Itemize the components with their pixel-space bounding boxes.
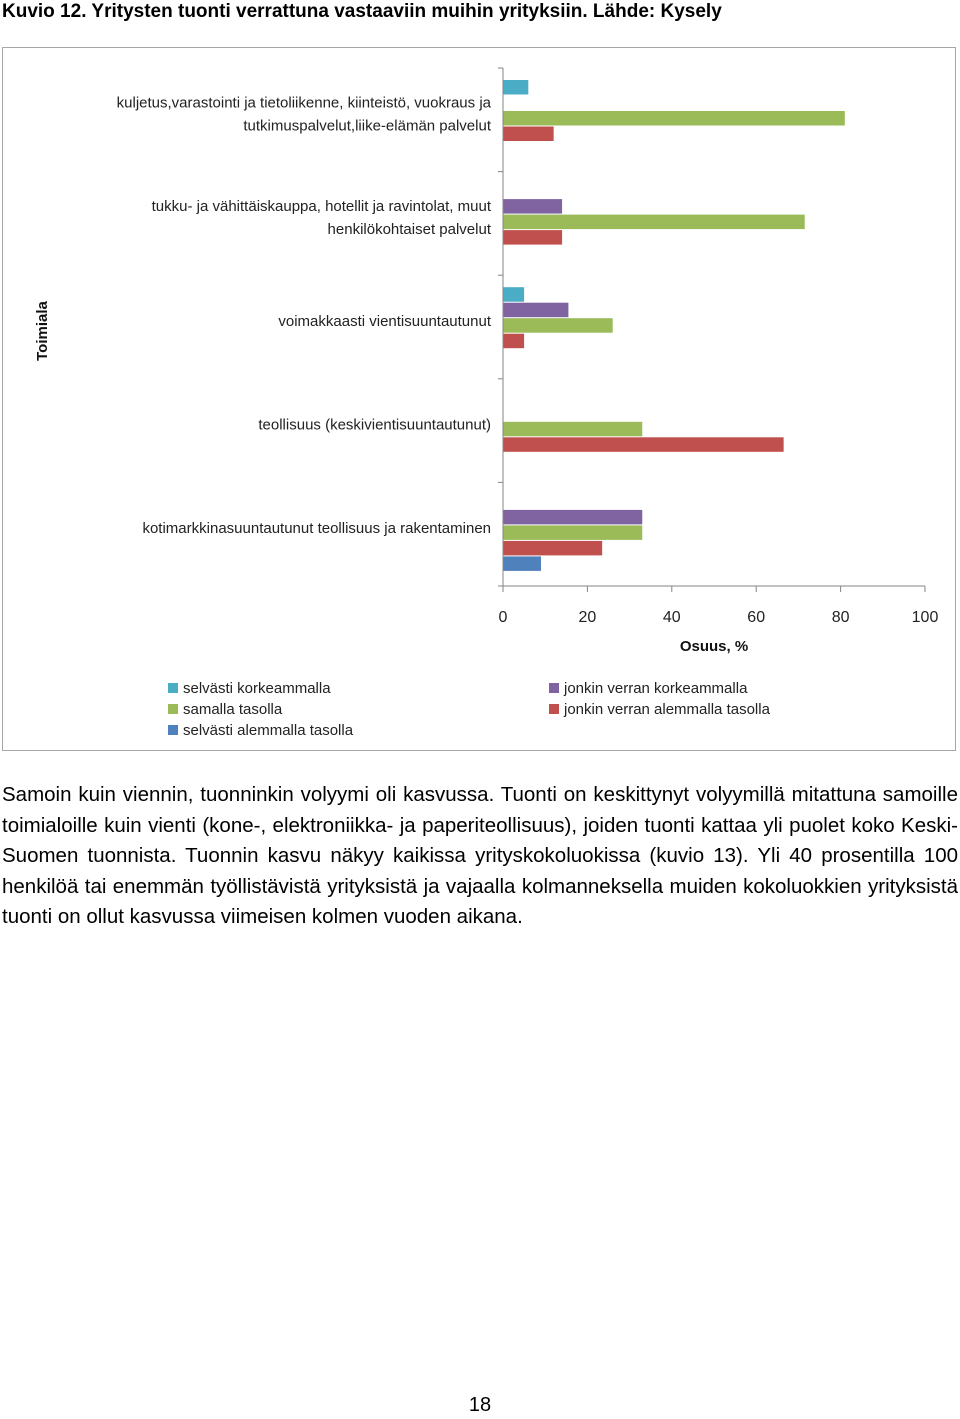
legend-swatch-selv-sti-alemmalla-tasolla [168,725,178,735]
bar-jonkin-verran-alemmalla-tasolla-0 [503,127,554,142]
legend-label-jonkin-verran-alemmalla-tasolla: jonkin verran alemmalla tasolla [564,701,770,718]
bar-samalla-tasolla-3 [503,422,642,437]
bar-chart [3,48,959,808]
legend-label-selv-sti-alemmalla-tasolla: selvästi alemmalla tasolla [183,722,354,739]
x-tick-label-100: 100 [911,609,939,626]
x-tick-label-0: 0 [498,609,508,626]
bar-jonkin-verran-alemmalla-tasolla-4 [503,541,602,556]
bar-selv-sti-alemmalla-tasolla-4 [503,556,541,571]
figure-title: Kuvio 12. Yritysten tuonti verrattuna vastaaviin muihin yrityksiin. Lähde: Kysely [2,1,722,22]
category-label-0-0: kuljetus,varastointi ja tietoliikenne, kiinteistö, vuokraus ja [116,94,491,112]
legend-label-jonkin-verran-korkeammalla: jonkin verran korkeammalla [564,680,748,697]
bar-samalla-tasolla-4 [503,525,642,540]
bar-jonkin-verran-korkeammalla-1 [503,199,562,214]
x-tick-label-40: 40 [662,609,681,626]
category-label-3-0: teollisuus (keskivientisuuntautunut) [258,416,491,434]
category-label-1-0: tukku- ja vähittäiskauppa, hotellit ja ravintolat, muut [151,197,491,215]
bar-selv-sti-korkeammalla-0 [503,80,528,95]
x-tick-label-60: 60 [747,609,766,626]
category-label-1-1: henkilökohtaiset palvelut [327,220,491,238]
bar-samalla-tasolla-1 [503,215,805,230]
x-tick-label-20: 20 [578,609,597,626]
bar-jonkin-verran-korkeammalla-2 [503,303,568,318]
bar-samalla-tasolla-0 [503,111,845,126]
category-label-4-0: kotimarkkinasuuntautunut teollisuus ja rakentaminen [142,520,491,538]
chart-frame [2,47,956,751]
bar-jonkin-verran-korkeammalla-4 [503,510,642,525]
bar-jonkin-verran-alemmalla-tasolla-1 [503,230,562,245]
x-axis-title: Osuus, % [679,638,749,655]
body-paragraph: Samoin kuin viennin, tuonninkin volyymi oli kasvussa. Tuonti on keskittynyt volyymillä mitattuna samoille toimialoille kuin vienti (kone-, elektroniikka- ja paperiteollisuus), joiden tuonti kattaa yli puolet koko Keski-Suomen tuonnista. Tuonnin kasvu näkyy kaikissa yrityskokoluokissa (kuvio 13). Yli 40 prosentilla 100 henkilöä tai enemmän työllistävistä yrityksistä ja vajaalla kolmanneksella muiden kokoluokkien yrityksistä tuonti on ollut kasvussa viimeisen kolmen vuoden aikana. [2,783,958,928]
legend-swatch-samalla-tasolla [168,704,178,714]
legend-label-samalla-tasolla: samalla tasolla [183,701,283,718]
bar-jonkin-verran-alemmalla-tasolla-3 [503,437,784,452]
bar-samalla-tasolla-2 [503,318,613,333]
legend-swatch-jonkin-verran-alemmalla-tasolla [549,704,559,714]
category-label-0-1: tutkimuspalvelut,liike-elämän palvelut [243,117,491,135]
x-tick-label-80: 80 [831,609,850,626]
bar-selv-sti-korkeammalla-2 [503,287,524,302]
page-number: 18 [468,1394,492,1416]
legend-label-selv-sti-korkeammalla: selvästi korkeammalla [183,680,331,697]
legend-swatch-jonkin-verran-korkeammalla [549,683,559,693]
legend-swatch-selv-sti-korkeammalla [168,683,178,693]
category-label-2-0: voimakkaasti vientisuuntautunut [278,313,491,330]
y-axis-title: Toimiala [34,301,51,361]
bar-jonkin-verran-alemmalla-tasolla-2 [503,334,524,349]
